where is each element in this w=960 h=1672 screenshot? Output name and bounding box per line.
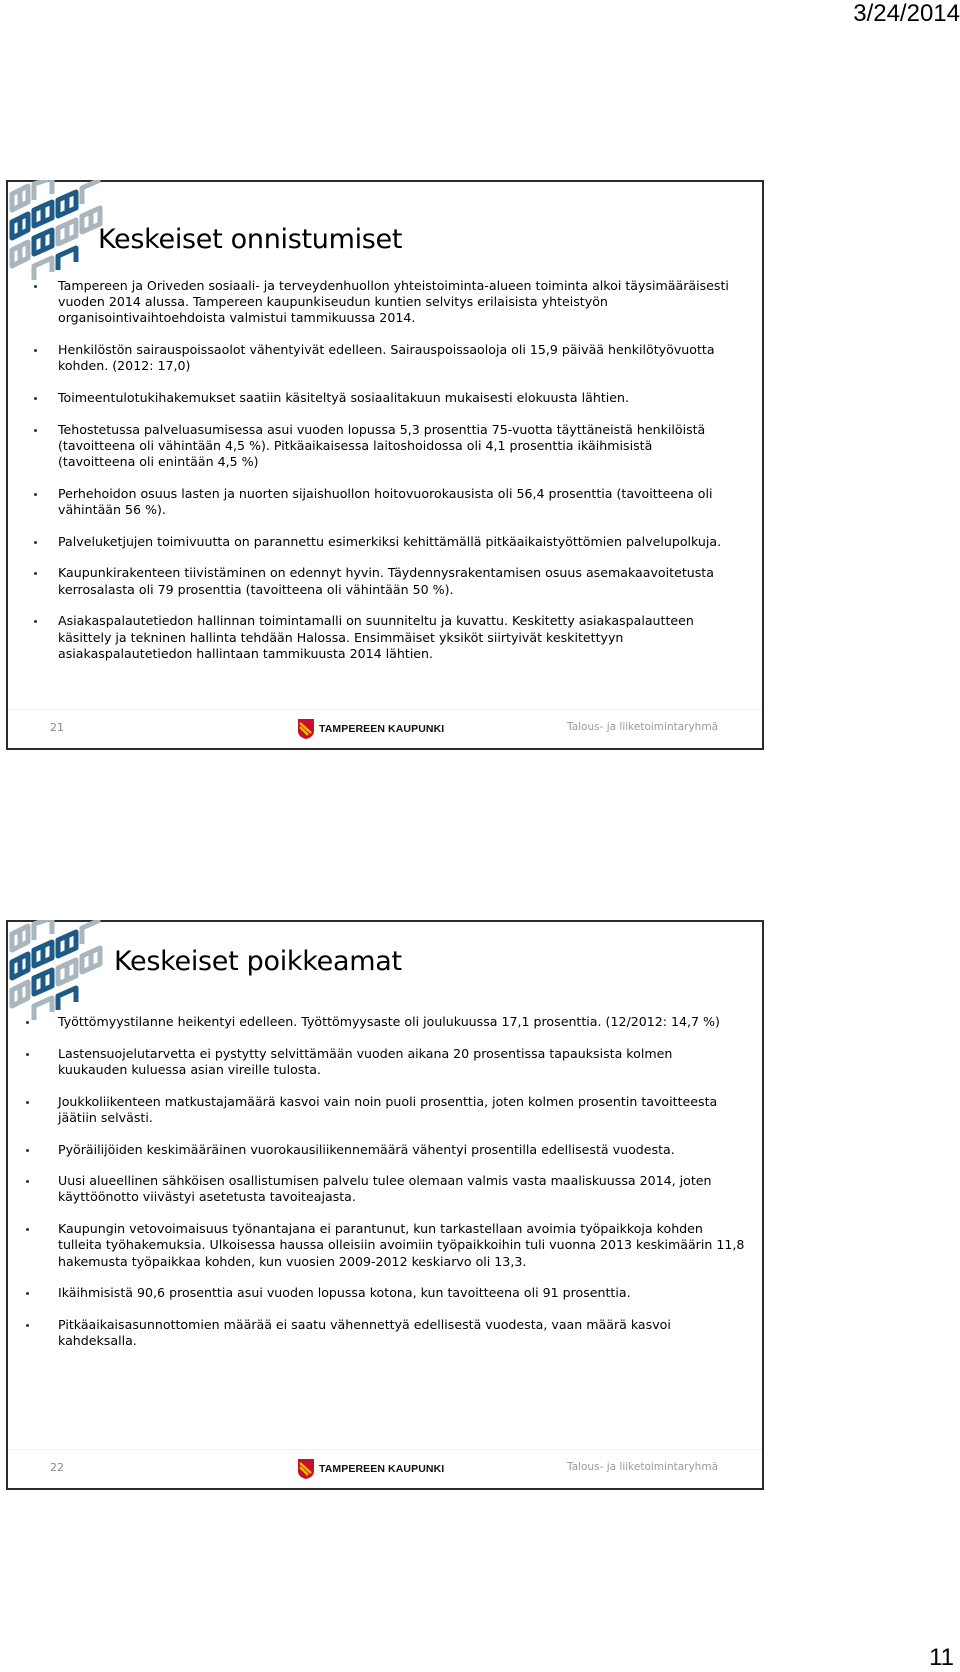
bullet-list (25, 1014, 745, 1365)
bullet-item: Lastensuojelutarvetta ei pystytty selvittämään vuoden aikana 20 prosentissa tapauksista kolmen kuukauden kuluessa asian vireille tulosta. (25, 1046, 745, 1078)
page-number: 11 (929, 1644, 954, 1671)
bullet-item: Ikäihmisistä 90,6 prosenttia asui vuoden lopussa kotona, kun tavoitteena oli 91 prosenttia. (25, 1285, 745, 1301)
slide-title: Keskeiset poikkeamat (114, 946, 402, 977)
department-name: Talous- ja liiketoimintaryhmä (567, 1461, 718, 1473)
slide-footer (8, 709, 762, 748)
city-logo-text: TAMPEREEN KAUPUNKI (319, 723, 445, 735)
bullet-item: Joukkoliikenteen matkustajamäärä kasvoi vain noin puoli prosenttia, joten kolmen prosentin tavoitteesta jäätiin selvästi. (25, 1094, 745, 1126)
bullet-item: Asiakaspalautetiedon hallinnan toimintamalli on suunniteltu ja kuvattu. Keskitetty asiakaspalautteen käsittely ja tekninen hallinta tehdään Halossa. Ensimmäiset yksiköt siirtyivät keskitettyyn asiakaspalautetiedon hallintaan tammikuusta 2014 lähtien. (33, 613, 733, 662)
city-crest-icon (298, 719, 314, 739)
bullet-item: Pitkäaikaisasunnottomien määrää ei saatu vähennettyä edellisestä vuodesta, vaan määrä kasvoi kahdeksalla. (25, 1317, 745, 1349)
bullet-item: Uusi alueellinen sähköisen osallistumisen palvelu tulee olemaan valmis vasta maaliskuussa 2014, joten käyttöönotto viivästyi asetetusta tavoiteajasta. (25, 1173, 745, 1205)
slide-number: 22 (50, 1461, 64, 1474)
bullet-item: Tampereen ja Oriveden sosiaali- ja terveydenhuollon yhteistoiminta-alueen toiminta alkoi täysimääräisesti vuoden 2014 alussa. Tampereen kaupunkiseudun kuntien selvitys erilaisista yhteistyön organisointivaihtoehdoista valmistui tammikuussa 2014. (33, 278, 733, 327)
slide-footer (8, 1449, 762, 1488)
tampere-city-logo (298, 718, 444, 740)
bullet-item: Palveluketjujen toimivuutta on parannettu esimerkiksi kehittämällä pitkäaikaistyöttömien palvelupolkuja. (33, 534, 733, 550)
city-crest-icon (298, 1459, 314, 1479)
bullet-item: Pyöräilijöiden keskimääräinen vuorokausiliikennemäärä vähentyi prosentilla edellisestä vuodesta. (25, 1142, 745, 1158)
slide-22 (6, 920, 764, 1490)
bullet-item: Tehostetussa palveluasumisessa asui vuoden lopussa 5,3 prosenttia 75-vuotta täyttäneistä henkilöistä (tavoitteena oli vähintään 4,5 %). Pitkäaikaisessa laitoshoidossa oli 4,1 prosenttia ikäihmisistä (tavoitteena oli enintään 4,5 %) (33, 422, 733, 471)
slide-title: Keskeiset onnistumiset (98, 224, 403, 255)
bullet-item: Toimeentulotukihakemukset saatiin käsiteltyä sosiaalitakuun mukaisesti elokuusta lähtien. (33, 390, 733, 406)
bullet-list (33, 278, 733, 677)
tampere-city-logo (298, 1458, 444, 1480)
bullet-item: Henkilöstön sairauspoissaolot vähentyivät edelleen. Sairauspoissaoloja oli 15,9 päivää henkilötyövuotta kohden. (2012: 17,0) (33, 342, 733, 374)
bullet-item: Kaupungin vetovoimaisuus työnantajana ei parantunut, kun tarkastellaan avoimia työpaikkoja kohden tulleita työhakemuksia. Ulkoisessa haussa olleisiin avoimiin työpaikkoihin tuli vuonna 2013 keskimäärin 11,8 hakemusta työpaikkaa kohden, kun vuosien 2009-2012 keskiarvo oli 13,3. (25, 1221, 745, 1270)
bullet-item: Perhehoidon osuus lasten ja nuorten sijaishuollon hoitovuorokausista oli 56,4 prosenttia (tavoitteena oli vähintään 56 %). (33, 486, 733, 518)
document-date: 3/24/2014 (853, 0, 960, 27)
department-name: Talous- ja liiketoimintaryhmä (567, 721, 718, 733)
bullet-item: Kaupunkirakenteen tiivistäminen on edennyt hyvin. Täydennysrakentamisen osuus asemakaavoitetusta kerrosalasta oli 79 prosenttia (tavoitteena oli vähintään 50 %). (33, 565, 733, 597)
slide-21 (6, 180, 764, 750)
city-logo-text: TAMPEREEN KAUPUNKI (319, 1463, 445, 1475)
bullet-item: Työttömyystilanne heikentyi edelleen. Työttömyysaste oli joulukuussa 17,1 prosenttia. (12/2012: 14,7 %) (25, 1014, 745, 1030)
slide-number: 21 (50, 721, 64, 734)
